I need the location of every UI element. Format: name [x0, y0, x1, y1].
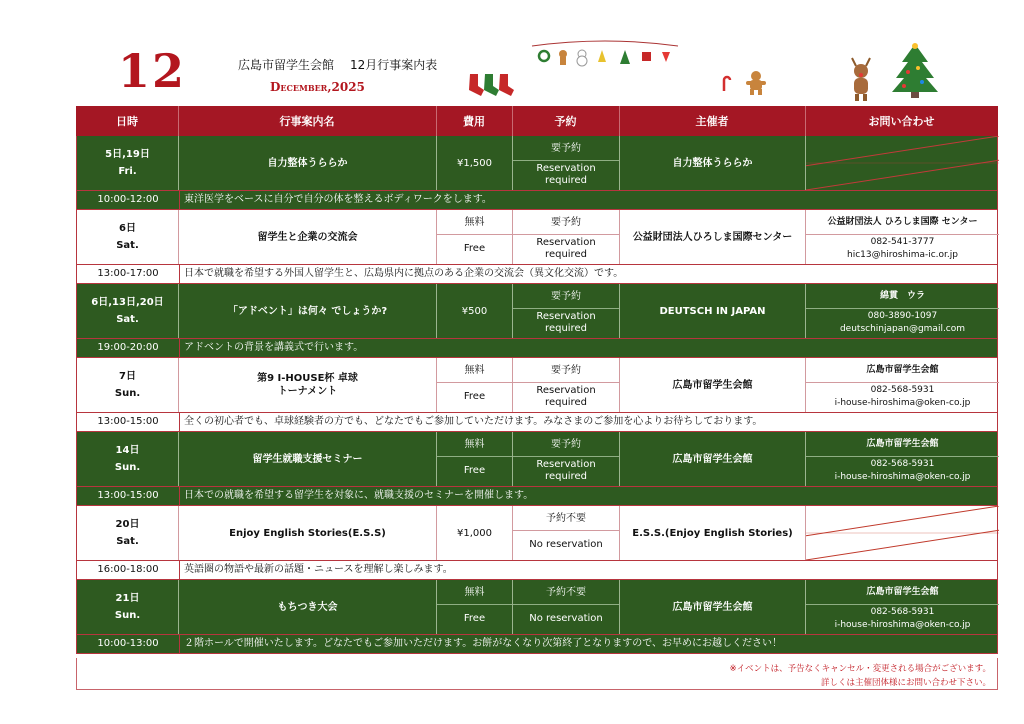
fee-ja: 無料 — [464, 438, 485, 450]
reservation-en: No reservation — [529, 539, 603, 550]
event-name-cell — [179, 580, 437, 634]
contact-cell — [806, 580, 999, 634]
table-row — [77, 284, 997, 338]
candy-cane-icon — [720, 74, 734, 92]
host-cell — [620, 432, 806, 486]
reservation-cell — [513, 580, 620, 634]
schedule-title: 12月行事案内表 — [350, 58, 438, 72]
reservation-ja: 要予約 — [551, 438, 581, 450]
event-list — [76, 136, 998, 654]
event-date: 20日 — [115, 519, 140, 530]
date-cell — [77, 136, 179, 190]
event-day: Sun. — [114, 462, 141, 473]
page-subtitle: December,2025 — [270, 80, 365, 94]
date-cell — [77, 284, 179, 338]
host-cell — [620, 210, 806, 264]
event-time: 13:00-17:00 — [77, 265, 180, 283]
date-cell — [77, 358, 179, 412]
event-date: 14日 — [115, 445, 140, 456]
event-table — [76, 106, 998, 654]
date-cell — [77, 432, 179, 486]
christmas-tree-icon — [888, 42, 942, 100]
event-date: 7日 — [119, 371, 136, 382]
host-name: 広島市留学生会館 — [672, 601, 753, 613]
event-date: 5日,19日 — [105, 149, 150, 160]
contact-cell — [806, 136, 999, 190]
event-block — [76, 358, 998, 432]
org-name: 広島市留学生会館 — [238, 58, 335, 72]
host-cell — [620, 358, 806, 412]
event-day: Sun. — [114, 388, 141, 399]
description-row — [77, 634, 997, 654]
event-name: 第9 I-HOUSE杯 卓球トーナメント — [257, 373, 358, 397]
event-block — [76, 210, 998, 284]
date-cell — [77, 506, 179, 560]
host-cell — [620, 506, 806, 560]
event-description: アドベントの背景を講義式で行います。 — [184, 342, 364, 353]
date-cell — [77, 210, 179, 264]
event-block — [76, 506, 998, 580]
description-row — [77, 264, 997, 284]
reservation-ja: 要予約 — [551, 216, 581, 228]
reservation-en: Reservation required — [536, 311, 596, 334]
gingerbread-icon — [744, 70, 768, 96]
reservation-en: Reservation required — [536, 459, 596, 482]
event-description: 日本で就職を希望する外国人留学生と、広島県内に拠点のある企業の交流会（異文化交流）です。 — [184, 268, 624, 279]
fee-cell — [437, 506, 513, 560]
reservation-cell — [513, 284, 620, 338]
event-day: Sat. — [116, 240, 139, 251]
fee-value: ¥500 — [461, 305, 488, 317]
event-time: 16:00-18:00 — [77, 561, 180, 579]
date-cell — [77, 580, 179, 634]
event-block — [76, 432, 998, 506]
contact-phone: 082-568-5931 — [870, 607, 935, 617]
note-line-2: 詳しくは主催団体様にお問い合わせ下さい。 — [820, 678, 991, 688]
reservation-cell — [513, 358, 620, 412]
contact-cell — [806, 432, 999, 486]
description-row — [77, 338, 997, 358]
contact-cell — [806, 358, 999, 412]
event-day: Sat. — [116, 536, 139, 547]
fee-cell — [437, 284, 513, 338]
event-description: 日本での就職を希望する留学生を対象に、就職支援のセミナーを開催します。 — [184, 490, 534, 501]
host-name: E.S.S.(Enjoy English Stories) — [632, 527, 793, 539]
contact-name: 綿貫 ウラ — [879, 290, 925, 301]
event-name: 「アドベント」は何々 でしょうか? — [227, 305, 388, 317]
garland-decoration — [530, 40, 680, 74]
event-time: 10:00-13:00 — [77, 635, 180, 653]
fee-cell — [437, 358, 513, 412]
reservation-en: Reservation required — [536, 163, 596, 186]
event-name-cell — [179, 136, 437, 190]
page-title — [238, 56, 453, 73]
contact-phone: 080-3890-1097 — [867, 311, 938, 321]
contact-email: deutschinjapan@gmail.com — [839, 324, 966, 334]
event-name: もちつき大会 — [277, 601, 338, 613]
col-fee: 費用 — [436, 106, 513, 136]
contact-name: 広島市留学生会館 — [866, 364, 939, 375]
reservation-ja: 要予約 — [551, 364, 581, 376]
contact-name: 広島市留学生会館 — [866, 586, 939, 597]
description-row — [77, 190, 997, 210]
fee-ja: 無料 — [464, 216, 485, 228]
contact-name: 広島市留学生会館 — [866, 438, 939, 449]
reservation-cell — [513, 432, 620, 486]
host-cell — [620, 136, 806, 190]
event-time: 13:00-15:00 — [77, 487, 180, 505]
col-datetime: 日時 — [76, 106, 179, 136]
contact-phone: 082-568-5931 — [870, 459, 935, 469]
event-block — [76, 580, 998, 654]
event-name-cell — [179, 358, 437, 412]
notes — [76, 658, 998, 690]
event-description: 全くの初心者でも、卓球経験者の方でも、どなたでもご参加していただけます。みなさまのご参加を心よりお待ちしております。 — [184, 416, 763, 427]
fee-value: ¥1,500 — [457, 157, 492, 169]
fee-cell — [437, 210, 513, 264]
contact-email: hic13@hiroshima-ic.or.jp — [846, 250, 958, 260]
contact-phone: 082-541-3777 — [870, 237, 935, 247]
table-row — [77, 210, 997, 264]
host-name: 広島市留学生会館 — [672, 379, 753, 391]
description-row — [77, 412, 997, 432]
reservation-ja: 予約不要 — [546, 512, 586, 524]
host-name: 自力整体うららか — [672, 157, 753, 169]
reservation-ja: 予約不要 — [546, 586, 586, 598]
col-reservation: 予約 — [512, 106, 620, 136]
reservation-cell — [513, 136, 620, 190]
contact-cell — [806, 210, 999, 264]
reservation-cell — [513, 506, 620, 560]
event-block — [76, 284, 998, 358]
contact-name: 公益財団法人 ひろしま国際 センター — [827, 216, 978, 227]
event-block — [76, 136, 998, 210]
month-number: 12 — [118, 44, 187, 98]
description-row — [77, 560, 997, 580]
event-name: 留学生と企業の交流会 — [257, 231, 358, 243]
contact-phone: 082-568-5931 — [870, 385, 935, 395]
col-host: 主催者 — [619, 106, 806, 136]
col-event-name: 行事案内名 — [178, 106, 437, 136]
fee-ja: 無料 — [464, 586, 485, 598]
table-row — [77, 358, 997, 412]
host-name: DEUTSCH IN JAPAN — [659, 305, 766, 317]
event-description: 英語圏の物語や最新の話題・ニュースを理解し楽しみます。 — [184, 564, 453, 575]
reservation-ja: 要予約 — [551, 142, 581, 154]
host-name: 広島市留学生会館 — [672, 453, 753, 465]
event-description: 東洋医学をベースに自分で自分の体を整えるボディワークをします。 — [184, 194, 492, 205]
event-time: 10:00-12:00 — [77, 191, 180, 209]
fee-en: Free — [463, 465, 486, 476]
fee-en: Free — [463, 613, 486, 624]
note-line-1: ※イベントは、予告なくキャンセル・変更される場合がございます。 — [729, 664, 991, 674]
contact-email: i-house-hiroshima@oken-co.jp — [834, 398, 971, 408]
fee-cell — [437, 136, 513, 190]
event-time: 19:00-20:00 — [77, 339, 180, 357]
event-day: Sat. — [116, 314, 139, 325]
stocking-icon — [465, 72, 515, 98]
table-row — [77, 136, 997, 190]
table-header — [76, 106, 998, 136]
fee-cell — [437, 580, 513, 634]
host-cell — [620, 284, 806, 338]
fee-ja: 無料 — [464, 364, 485, 376]
event-date: 21日 — [115, 593, 140, 604]
empty-slash-icon — [806, 506, 999, 560]
contact-email: i-house-hiroshima@oken-co.jp — [834, 472, 971, 482]
event-date: 6日,13日,20日 — [91, 297, 164, 308]
fee-en: Free — [463, 243, 486, 254]
contact-email: i-house-hiroshima@oken-co.jp — [834, 620, 971, 630]
col-contact: お問い合わせ — [868, 115, 935, 128]
event-name-cell — [179, 506, 437, 560]
reservation-ja: 要予約 — [551, 290, 581, 302]
event-description: ２階ホールで開催いたします。どなたでもご参加いただけます。お餅がなくなり次第終了となりますので、お早めにお越しください！ — [184, 638, 782, 649]
event-day: Fri. — [118, 166, 137, 177]
event-day: Sun. — [114, 610, 141, 621]
event-name: Enjoy English Stories(E.S.S) — [229, 527, 386, 539]
contact-cell — [806, 284, 999, 338]
empty-slash-icon — [806, 136, 999, 190]
table-row — [77, 580, 997, 634]
description-row — [77, 486, 997, 506]
fee-value: ¥1,000 — [457, 527, 492, 539]
host-name: 公益財団法人ひろしま国際センター — [632, 231, 793, 243]
reservation-cell — [513, 210, 620, 264]
fee-cell — [437, 432, 513, 486]
host-cell — [620, 580, 806, 634]
event-time: 13:00-15:00 — [77, 413, 180, 431]
event-name: 留学生就職支援セミナー — [252, 453, 363, 465]
reservation-en: No reservation — [529, 613, 603, 624]
reservation-en: Reservation required — [536, 385, 596, 408]
fee-en: Free — [463, 391, 486, 402]
event-name-cell — [179, 284, 437, 338]
reindeer-icon — [846, 56, 876, 102]
table-row — [77, 432, 997, 486]
table-row — [77, 506, 997, 560]
event-date: 6日 — [119, 223, 136, 234]
reservation-en: Reservation required — [536, 237, 596, 260]
event-name-cell — [179, 210, 437, 264]
event-name-cell — [179, 432, 437, 486]
contact-cell — [806, 506, 999, 560]
event-name: 自力整体うららか — [267, 157, 348, 169]
